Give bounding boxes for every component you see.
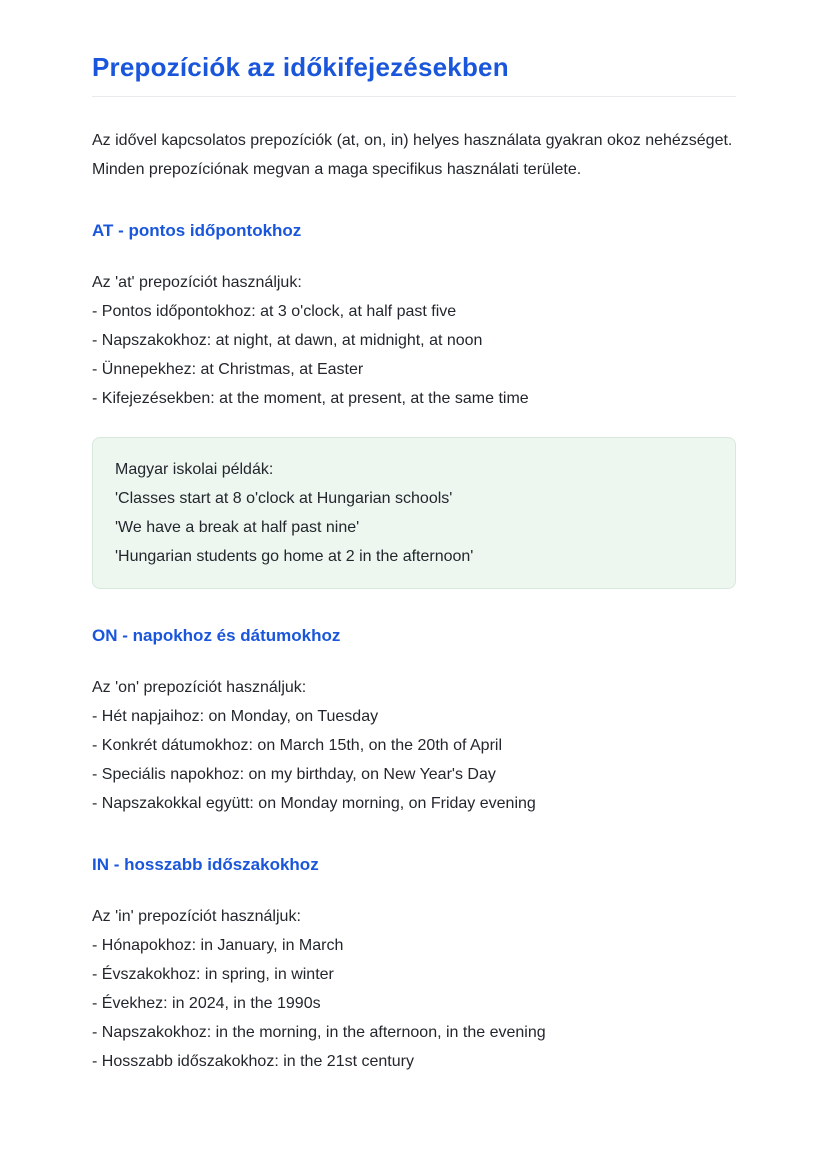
list-item: - Kifejezésekben: at the moment, at present, at the same time [92, 390, 529, 407]
section-body-on [92, 673, 736, 818]
list-item: - Napszakokhoz: in the morning, in the afternoon, in the evening [92, 1024, 546, 1041]
example-line: 'We have a break at half past nine' [115, 519, 360, 536]
section-heading-in: IN - hosszabb időszakokhoz [92, 855, 319, 874]
intro-paragraph: Az idővel kapcsolatos prepozíciók (at, on, in) helyes használata gyakran okoz nehézséget. Minden prepozíciónak megvan a maga specifikus használati területe. [92, 132, 733, 178]
section-lead: Az 'at' prepozíciót használjuk: [92, 274, 302, 291]
section-body-in [92, 902, 736, 1076]
example-line: 'Classes start at 8 o'clock at Hungarian schools' [115, 490, 453, 507]
list-item: - Speciális napokhoz: on my birthday, on New Year's Day [92, 766, 496, 783]
list-item: - Napszakokhoz: at night, at dawn, at midnight, at noon [92, 332, 483, 349]
section-lead: Az 'on' prepozíciót használjuk: [92, 679, 307, 696]
list-item: - Hosszabb időszakokhoz: in the 21st century [92, 1053, 414, 1070]
example-line: 'Hungarian students go home at 2 in the afternoon' [115, 548, 474, 565]
section-heading-at: AT - pontos időpontokhoz [92, 221, 302, 240]
list-item: - Napszakokkal együtt: on Monday morning, on Friday evening [92, 795, 536, 812]
list-item: - Ünnepekhez: at Christmas, at Easter [92, 361, 364, 378]
title-divider [92, 96, 736, 97]
section-body-at [92, 268, 736, 413]
list-item: - Évekhez: in 2024, in the 1990s [92, 995, 321, 1012]
example-box-title: Magyar iskolai példák: [115, 461, 274, 478]
list-item: - Pontos időpontokhoz: at 3 o'clock, at half past five [92, 303, 457, 320]
list-item: - Hónapokhoz: in January, in March [92, 937, 344, 954]
example-box [92, 437, 736, 589]
list-item: - Konkrét dátumokhoz: on March 15th, on the 20th of April [92, 737, 503, 754]
list-item: - Évszakokhoz: in spring, in winter [92, 966, 334, 983]
section-heading-on: ON - napokhoz és dátumokhoz [92, 626, 341, 645]
list-item: - Hét napjaihoz: on Monday, on Tuesday [92, 708, 379, 725]
section-lead: Az 'in' prepozíciót használjuk: [92, 908, 301, 925]
page-title: Prepozíciók az időkifejezésekben [92, 52, 509, 82]
